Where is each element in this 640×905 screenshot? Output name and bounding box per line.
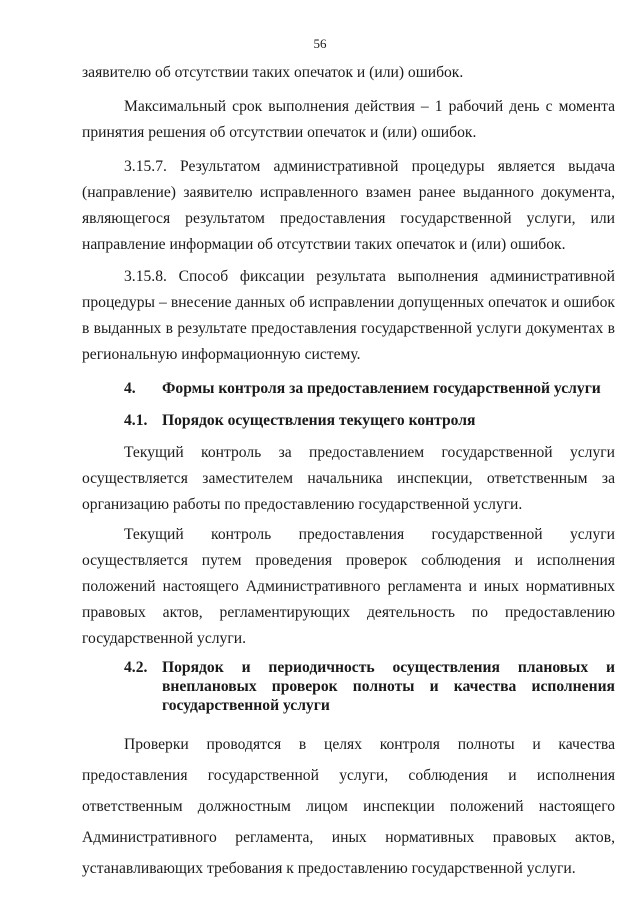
section-title: Порядок осуществления текущего контроля	[162, 412, 476, 429]
paragraph-continuation: заявителю об отсутствии таких опечаток и (или) ошибок.	[82, 64, 464, 81]
section-heading-4	[82, 376, 615, 402]
section-number: 4.1.	[124, 412, 148, 429]
page-number: 56	[313, 36, 327, 51]
section-number: 4.2.	[124, 659, 148, 676]
paragraph-inspections: Проверки проводятся в целях контроля полноты и качества предоставления государственной услуги, соблюдения и исполнения ответственным должностным лицом инспекции положений настоящего Административного регламента, иных нормативных правовых актов, устанавливающих требования к предоставлению государственной услуги.	[82, 736, 615, 877]
document-body	[82, 60, 615, 884]
paragraph-3-15-7: 3.15.7. Результатом административной процедуры является выдача (направление) заявителю исправленного взамен ранее выданного документа, являющегося результатом предоставления государственной услуги, или направление информации об отсутствии таких опечаток и (или) ошибок.	[82, 158, 615, 253]
paragraph-control-checks: Текущий контроль предоставления государственной услуги осуществляется путем проведения проверок соблюдения и исполнения положений настоящего Административного регламента и иных нормативных правовых актов, регламентирующих деятельность по предоставлению государственной услуги.	[82, 526, 615, 647]
section-heading-4-1	[82, 408, 615, 434]
section-number: 4.	[124, 380, 136, 397]
paragraph-current-control: Текущий контроль за предоставлением государственной услуги осуществляется заместителем начальника инспекции, ответственным за организацию работы по предоставлению государственной услуги.	[82, 444, 615, 513]
section-heading-4-2	[82, 658, 615, 715]
section-title: Порядок и периодичность осуществления плановых и внеплановых проверок полноты и качества исполнения государственной услуги	[162, 659, 615, 714]
section-title: Формы контроля за предоставлением государственной услуги	[162, 380, 601, 397]
paragraph-deadline: Максимальный срок выполнения действия – 1 рабочий день с момента принятия решения об отсутствии опечаток и (или) ошибок.	[82, 98, 615, 141]
paragraph-3-15-8: 3.15.8. Способ фиксации результата выполнения административной процедуры – внесение данных об исправлении допущенных опечаток и ошибок в выданных в результате предоставления государственной услуги документах в региональную информационную систему.	[82, 268, 615, 363]
